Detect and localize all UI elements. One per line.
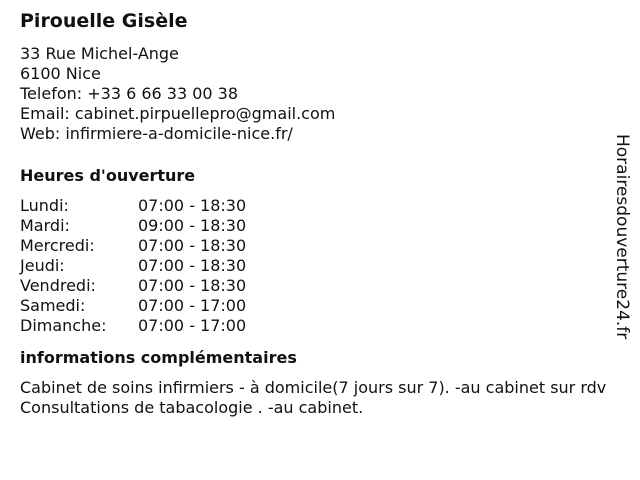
time-value: 09:00 - 18:30 (138, 216, 247, 235)
time-value: 07:00 - 17:00 (138, 296, 247, 315)
time-value: 07:00 - 18:30 (138, 256, 247, 275)
email-line: Email: cabinet.pirpuellepro@gmail.com (20, 104, 336, 123)
time-value: 07:00 - 18:30 (138, 196, 247, 215)
hours-row-saturday (20, 296, 620, 316)
day-label: Mercredi: (20, 236, 95, 255)
day-label: Vendredi: (20, 276, 96, 295)
day-label: Samedi: (20, 296, 86, 315)
address-line-2: 6100 Nice (20, 64, 101, 83)
hours-title: Heures d'ouverture (20, 166, 196, 185)
day-label: Jeudi: (20, 256, 65, 275)
hours-row-wednesday (20, 236, 620, 256)
hours-row-friday (20, 276, 620, 296)
day-label: Dimanche: (20, 316, 107, 335)
brand-watermark: Horairesdouverture24.fr (612, 134, 632, 340)
day-label: Mardi: (20, 216, 70, 235)
business-card (20, 8, 620, 418)
hours-row-monday (20, 196, 620, 216)
time-value: 07:00 - 18:30 (138, 236, 247, 255)
day-label: Lundi: (20, 196, 69, 215)
hours-table (20, 196, 620, 336)
address-line-1: 33 Rue Michel-Ange (20, 44, 179, 63)
time-value: 07:00 - 17:00 (138, 316, 247, 335)
address-block (20, 44, 620, 144)
info-text: Cabinet de soins infirmiers - à domicile(7 jours sur 7). -au cabinet sur rdv Consultations de tabacologie . -au cabinet. (20, 378, 607, 417)
hours-row-sunday (20, 316, 620, 336)
business-name: Pirouelle Gisèle (20, 10, 188, 32)
info-title: informations complémentaires (20, 348, 297, 367)
hours-row-tuesday (20, 216, 620, 236)
phone-line: Telefon: +33 6 66 33 00 38 (20, 84, 239, 103)
hours-row-thursday (20, 256, 620, 276)
web-line: Web: infirmiere-a-domicile-nice.fr/ (20, 124, 293, 143)
time-value: 07:00 - 18:30 (138, 276, 247, 295)
